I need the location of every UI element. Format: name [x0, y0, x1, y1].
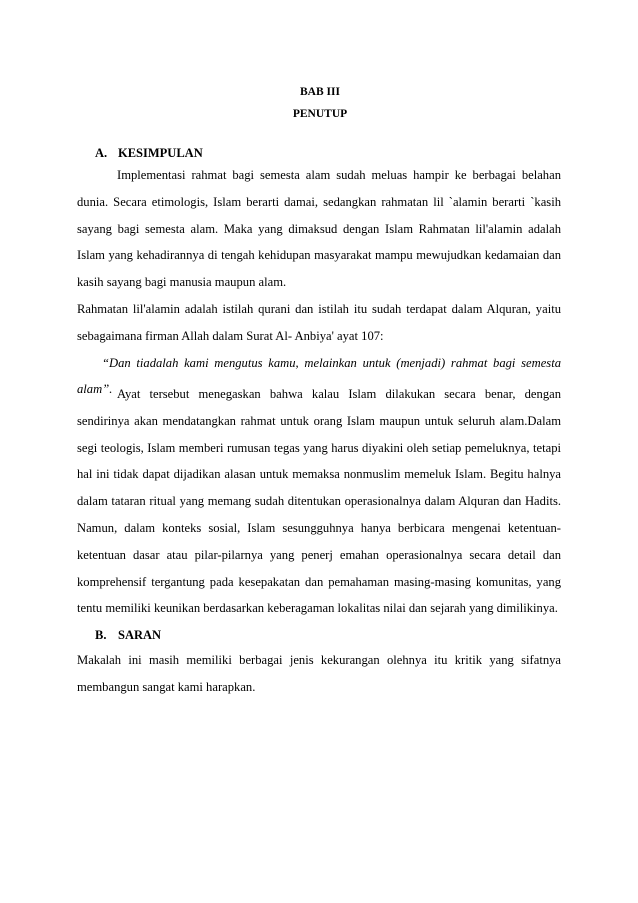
quran-quote: “Dan tiadalah kami mengutus kamu, melainkan untuk (menjadi) rahmat bagi semesta alam”. [77, 355, 561, 397]
section-title: KESIMPULAN [118, 146, 203, 160]
section-heading-saran [95, 628, 161, 643]
section-heading-kesimpulan [95, 146, 203, 161]
kesimpulan-body-continued [77, 381, 561, 622]
chapter-title: PENUTUP [292, 108, 348, 120]
saran-body [77, 647, 561, 701]
saran-paragraph-1: Makalah ini masih memiliki berbagai jenis kekurangan olehnya itu kritik yang sifatnya membangun sangat kami harapkan. [77, 653, 561, 694]
section-number: A. [95, 146, 108, 160]
section-number: B. [95, 628, 107, 642]
kesimpulan-paragraph-2: Rahmatan lil'alamin adalah istilah qurani dan istilah itu sudah terdapat dalam Alquran, yaitu sebagaimana firman Allah dalam Surat Al- Anbiya' ayat 107: [77, 301, 561, 343]
kesimpulan-paragraph-1: Implementasi rahmat bagi semesta alam sudah meluas hampir ke berbagai belahan dunia. Secara etimologis, Islam berarti damai, sedangkan rahmatan lil `alamin berarti `kasih sayang bagi semesta alam. Maka yang dimaksud dengan Islam Rahmatan lil'alamin adalah Islam yang kehadirannya di tengah kehidupan masyarakat mampu mewujudkan kedamaian dan kasih sayang bagi manusia maupun alam. [77, 168, 561, 290]
chapter-number: BAB III [300, 86, 340, 98]
kesimpulan-paragraph-3: Ayat tersebut menegaskan bahwa kalau Islam dilakukan secara benar, dengan sendirinya akan mendatangkan rahmat untuk orang Islam maupun untuk seluruh alam.Dalam segi teologis, Islam memberi rumusan tegas yang harus diyakini oleh setiap pemeluknya, tetapi hal ini tidak dapat dijadikan alasan untuk memaksa nonmuslim memeluk Islam. Begitu halnya dalam tataran ritual yang memang sudah ditentukan operasionalnya dalam Alquran dan Hadits. Namun, dalam konteks sosial, Islam sesungguhnya hanya berbicara mengenai ketentuan-ketentuan dasar atau pilar-pilarnya yang penerj emahan operasionalnya secara detail dan komprehensif tergantung pada kesepakatan dan pemahaman masing-masing komunitas, yang tentu memiliki keunikan berdasarkan keberagaman lokalitas nilai dan sejarah yang dimilikinya. [77, 387, 561, 616]
section-title: SARAN [118, 628, 162, 642]
kesimpulan-body [77, 162, 561, 403]
